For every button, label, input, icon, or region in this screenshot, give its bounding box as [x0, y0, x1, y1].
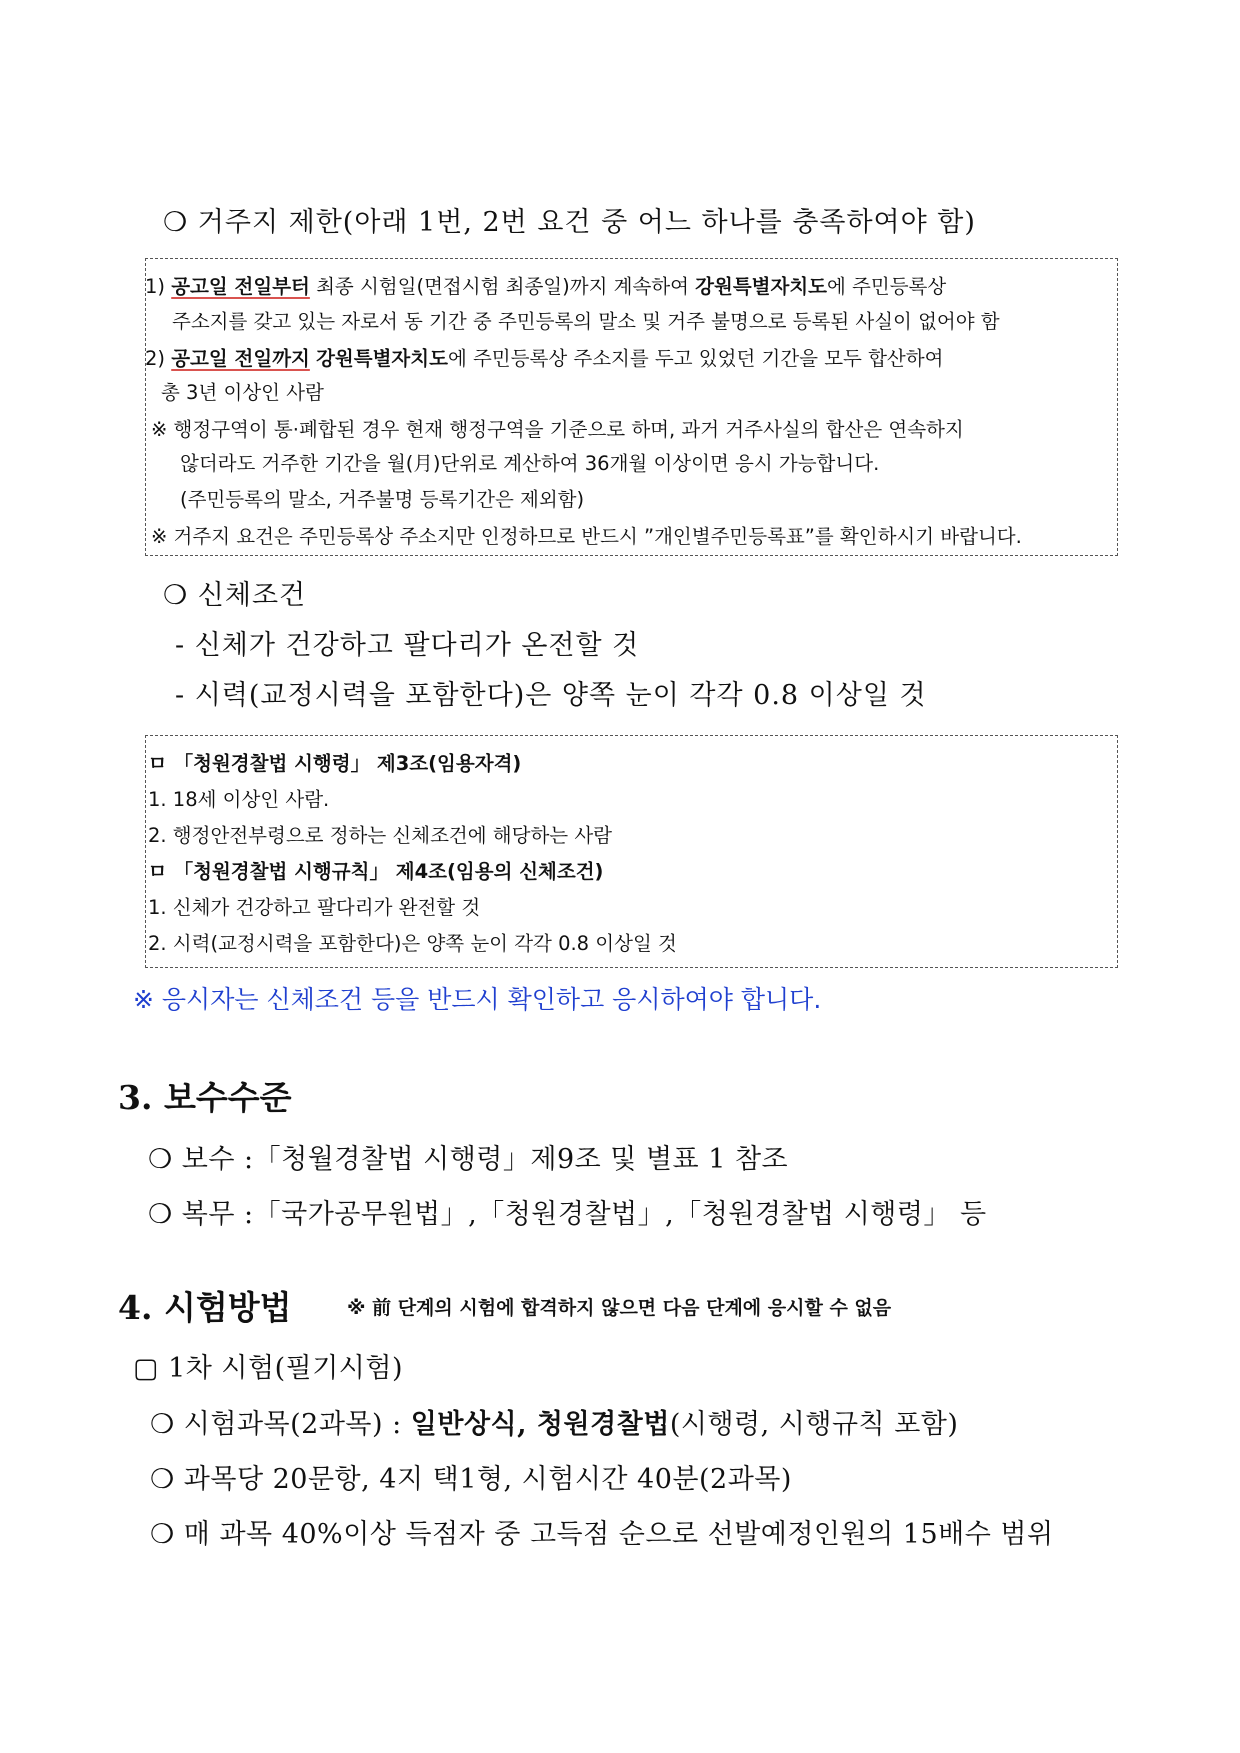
residence-heading: ❍ 거주지 제한(아래 1번, 2번 요건 중 어느 하나를 충족하여야 함) [163, 207, 976, 238]
physical-notice: ※ 응시자는 신체조건 등을 반드시 확인하고 응시하여야 합니다. [133, 985, 822, 1014]
section-4-title: 4. 시험방법 [118, 1288, 292, 1327]
item-1-period: 공고일 전일부터 [171, 275, 310, 298]
physical-line-2: - 시력(교정시력을 포함한다)은 양쪽 눈이 각각 0.8 이상일 것 [175, 680, 927, 711]
regulation-box [145, 735, 1118, 968]
item-1-text-b: 에 주민등록상 [827, 275, 947, 298]
duty-line: ❍ 복무 :「국가공무원법」,「청원경찰법」,「청원경찰법 시행령」 등 [148, 1199, 987, 1230]
item-2-period: 공고일 전일까지 [171, 347, 310, 370]
regulation-row-1: 1. 18세 이상인 사람. [148, 788, 330, 811]
residence-item-2-line2: 총 3년 이상인 사람 [161, 381, 324, 404]
regulation-title-1: ㅁ 「청원경찰법 시행령」 제3조(임용자격) [148, 752, 522, 775]
physical-line-1: - 신체가 건강하고 팔다리가 온전할 것 [175, 630, 640, 661]
regulation-row-2: 2. 행정안전부령으로 정하는 신체조건에 해당하는 사람 [148, 824, 613, 847]
physical-heading: ❍ 신체조건 [163, 580, 307, 611]
item-1-text-a: 최종 시험일(면접시험 최종일)까지 계속하여 [309, 275, 696, 298]
residence-note-1-line1: ※ 행정구역이 통·폐합된 경우 현재 행정구역을 기준으로 하며, 과거 거주사실의 합산은 연속하지 [151, 418, 964, 441]
section-3-title: 3. 보수수준 [118, 1078, 292, 1117]
residence-note-2: ※ 거주지 요건은 주민등록상 주소지만 인정하므로 반드시 ”개인별주민등록표”를 확인하시기 바랍니다. [151, 525, 1022, 548]
item-1-number: 1) [145, 275, 166, 298]
residence-note-1-line2: 않더라도 거주한 기간을 월(月)단위로 계산하여 36개월 이상이면 응시 가능합니다. [180, 452, 880, 475]
regulation-row-3: 1. 신체가 건강하고 팔다리가 완전할 것 [148, 896, 481, 919]
stage-1-heading: ▢ 1차 시험(필기시험) [133, 1353, 403, 1384]
regulation-title-2: ㅁ 「청원경찰법 시행규칙」 제4조(임용의 신체조건) [148, 860, 604, 883]
residence-item-2 [145, 343, 943, 371]
item-2-region: 강원특별자치도 [316, 347, 448, 370]
residence-note-1-line3: (주민등록의 말소, 거주불명 등록기간은 제외함) [180, 488, 585, 511]
exam-subjects-suffix: (시행령, 시행규칙 포함) [669, 1409, 959, 1440]
exam-subjects-prefix: ❍ 시험과목(2과목) : [150, 1409, 411, 1440]
exam-selection: ❍ 매 과목 40%이상 득점자 중 고득점 순으로 선발예정인원의 15배수 범위 [150, 1519, 1054, 1550]
residence-requirements-box [145, 258, 1118, 556]
exam-subjects-bold: 일반상식, 청원경찰법 [410, 1409, 670, 1440]
exam-subjects [150, 1402, 958, 1441]
item-2-text: 에 주민등록상 주소지를 두고 있었던 기간을 모두 합산하여 [447, 347, 944, 370]
residence-item-1-line2: 주소지를 갖고 있는 자로서 동 기간 중 주민등록의 말소 및 거주 불명으로 등록된 사실이 없어야 함 [172, 310, 1000, 333]
section-4-note: ※ 前 단계의 시험에 합격하지 않으면 다음 단계에 응시할 수 없음 [347, 1297, 892, 1319]
item-1-region: 강원특별자치도 [695, 275, 828, 298]
pay-line: ❍ 보수 :「청월경찰법 시행령」제9조 및 별표 1 참조 [148, 1144, 789, 1175]
exam-format: ❍ 과목당 20문항, 4지 택1형, 시험시간 40분(2과목) [150, 1464, 792, 1495]
item-2-number: 2) [145, 347, 166, 370]
residence-item-1 [145, 271, 1111, 299]
regulation-row-4: 2. 시력(교정시력을 포함한다)은 양쪽 눈이 각각 0.8 이상일 것 [148, 932, 677, 955]
